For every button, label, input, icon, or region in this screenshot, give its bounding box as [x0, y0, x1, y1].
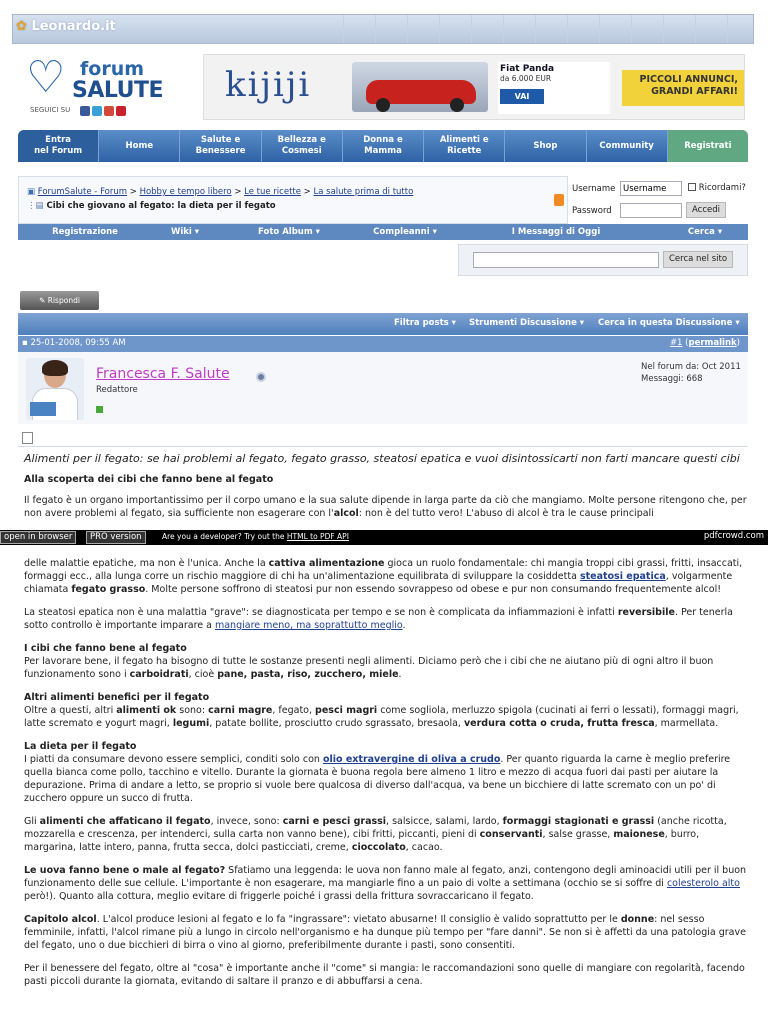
leonardo-tab[interactable]: [471, 15, 501, 43]
forum-nav: [18, 224, 748, 240]
remember-checkbox[interactable]: Ricordami?: [688, 183, 746, 193]
post-date: ▪ 25-01-2008, 09:55 AM: [22, 338, 126, 348]
password-label: Password: [572, 206, 612, 216]
leonardo-tab[interactable]: [727, 15, 757, 43]
home-icon[interactable]: ▣: [27, 187, 36, 197]
nav-salute[interactable]: Salute e Benessere: [180, 130, 261, 162]
reply-button[interactable]: ✎ Rispondi: [20, 291, 99, 310]
nav-home[interactable]: Home: [99, 130, 180, 162]
post-heading: Alla scoperta dei cibi che fanno bene al fegato: [24, 474, 274, 485]
nav-registrati[interactable]: Registrati: [668, 130, 748, 162]
breadcrumb: ▣ ForumSalute - Forum > Hobby e tempo libero > Le tue ricette > La salute prima di tutto ⋮▤ Cibi che giovano al fegato: la dieta per il fegato: [18, 176, 568, 224]
post-number-link[interactable]: #1: [669, 338, 683, 348]
pdfcrowd-bar: [0, 530, 768, 545]
breadcrumb-salute[interactable]: La salute prima di tutto: [313, 187, 414, 197]
nav-shop[interactable]: Shop: [505, 130, 586, 162]
breadcrumb-forum[interactable]: ForumSalute - Forum: [37, 187, 128, 197]
login-button[interactable]: Accedi: [686, 202, 726, 218]
pdfcrowd-logo[interactable]: pdfcrowd.com: [703, 531, 764, 541]
ad-car-title: Fiat Panda: [500, 64, 555, 74]
post-icon: [22, 432, 33, 444]
post-paragraph: delle malattie epatiche, ma non è l'unica. Anche la cattiva alimentazione gioca un ruolo fondamentale: chi mangia troppi cibi grassi, fritti, insaccati, formaggi ecc., alla lunga corre un rischio maggiore di chi ha un'alimentazione equilibrata di sviluppare la cosiddetta steatosi epatica, volgarmente chiamata fegato grasso. Molte persone soffrono di steatosi pur non essendo sovrappeso od obese e pur non consumando frequentemente alcol!: [24, 558, 743, 595]
post-paragraph: Altri alimenti benefici per il fegato Oltre a questi, altri alimenti ok sono: carni magre, fegato, pesci magri come sogliola, merluzzo spigola (cucinati ai ferri o lessati), formaggi magri, latte scremato e yogurt magri, legumi, patate bollite, prosciutto crudo sgrassato, bresaola, verdura cotta o cruda, frutta fresca, marmellata.: [24, 692, 739, 729]
leonardo-tab[interactable]: [343, 15, 373, 43]
nav2-cerca[interactable]: Cerca ▾: [687, 227, 723, 237]
reply-icon: ✎: [39, 296, 46, 305]
site-search-button[interactable]: Cerca nel sito: [663, 251, 733, 268]
post-paragraph: Le uova fanno bene o male al fegato? Sfatiamo una leggenda: le uova non fanno male al fegato, anzi, contengono degli aminoacidi utili per il buon funzionamento delle sue cellule. L'importante è non esagerare, ma mangiarle fino a un paio di volte a settimana (occhio se si soffre di colesterolo alto però!). Quanto alla cottura, meglio evitare di friggerle poiché i grassi della frittura sovraccaricano il fegato.: [24, 865, 747, 902]
nav2-foto-album[interactable]: Foto Album ▾: [258, 227, 320, 237]
facebook-icon[interactable]: [80, 106, 90, 116]
username-label: Username: [572, 184, 616, 194]
post-paragraph: Il fegato è un organo importantissimo per il corpo umano e la sua salute dipende in larga parte da ciò che mangiamo. Molte persone ritengono che, per non avere problemi al fegato, sia sufficiente non esagerare con l'alcol: non è del tutto vero! L'abuso di alcol è tra le cause principali: [24, 495, 747, 519]
password-input[interactable]: [620, 203, 682, 218]
leonardo-tab[interactable]: [567, 15, 597, 43]
html-to-pdf-link[interactable]: HTML to PDF API: [286, 532, 349, 541]
thread-title: Cibi che giovano al fegato: la dieta per il fegato: [46, 201, 276, 211]
leonardo-tab[interactable]: [599, 15, 629, 43]
nav2-compleanni[interactable]: Compleanni ▾: [373, 227, 437, 237]
divider: [18, 446, 748, 447]
post-paragraph: Per il benessere del fegato, oltre al "cosa" è importante anche il "come" si mangia: le raccomandazioni sono quelle di mangiare con regolarità, facendo pasti piccoli durante la giornata, evitando di saltare il pranzo e di abbuffarsi a cena.: [24, 963, 745, 987]
leonardo-tab[interactable]: [439, 15, 469, 43]
thread-icon: ⋮▤: [27, 201, 44, 211]
post-number: #1 (permalink): [669, 338, 740, 348]
online-indicator-icon: [96, 406, 103, 413]
car-image[interactable]: [352, 62, 488, 112]
user-messages: Messaggi: 668: [641, 374, 703, 384]
nav-community[interactable]: Community: [587, 130, 668, 162]
ad-vai-button[interactable]: VAI: [500, 89, 544, 104]
colesterolo-link[interactable]: colesterolo alto: [666, 878, 740, 889]
post-intro: Alimenti per il fegato: se hai problemi al fegato, fegato grasso, steatosi epatica e vuoi disintossicarti non farti mancare questi cibi: [24, 452, 740, 465]
olio-link[interactable]: olio extravergine di oliva a crudo: [322, 754, 501, 765]
leonardo-tab[interactable]: [631, 15, 661, 43]
nav-alimenti[interactable]: Alimenti e Ricette: [424, 130, 505, 162]
nav-entra[interactable]: Entra nel Forum: [18, 130, 99, 162]
nav-donna[interactable]: Donna e Mamma: [343, 130, 424, 162]
main-nav: [18, 130, 748, 162]
user-stats: [641, 361, 741, 385]
ad-car-box: [498, 62, 610, 114]
steatosi-link[interactable]: steatosi epatica: [579, 571, 666, 582]
thread-toolbar: [18, 313, 748, 335]
logo-salute-text: SALUTE: [72, 78, 164, 103]
developer-promo: Are you a developer? Try out the HTML to PDF API: [162, 532, 349, 541]
ad-car-price: da 6.000 EUR: [500, 74, 552, 83]
leonardo-tab[interactable]: [663, 15, 693, 43]
nav2-registrazione[interactable]: Registrazione: [52, 227, 118, 237]
leonardo-tab[interactable]: [535, 15, 565, 43]
star-icon: ✿: [16, 19, 27, 34]
leonardo-logo[interactable]: ✿ Leonardo.it: [16, 19, 116, 34]
thread-tools-menu[interactable]: Strumenti Discussione ▾: [469, 318, 585, 328]
username-input[interactable]: [620, 181, 682, 196]
post-username[interactable]: Francesca F. Salute: [96, 366, 230, 382]
permalink-link[interactable]: permalink: [688, 338, 737, 348]
user-joined: Nel forum da: Oct 2011: [641, 362, 741, 372]
post-paragraph: La dieta per il fegato I piatti da consumare devono essere semplici, conditi solo con olio extravergine di oliva a crudo. Per quanto riguarda la carne è meglio preferire quella bianca come pollo, tacchino e vitello. Durante la giornata è buona regola bere almeno 1 litro e mezzo di acqua fuori dai pasti per aiutare la depurazione. Prima di andare a letto, se proprio si vuole bere qualcosa di diverso dall'acqua, va bene un bicchiere di latte scremato con un po' di zucchero oppure un succo di frutta.: [24, 741, 731, 804]
pinterest-icon[interactable]: [116, 106, 126, 116]
heart-icon: ♡: [26, 52, 66, 103]
site-logo[interactable]: [26, 52, 164, 122]
post-paragraph: I cibi che fanno bene al fegato Per lavorare bene, il fegato ha bisogno di tutte le sostanze presenti negli alimenti. Diciamo però che i cibi che ne aiutano più di ogni altro il buon funzionamento sono i carboidrati, cioè pane, pasta, riso, zucchero, miele.: [24, 643, 714, 680]
google-plus-icon[interactable]: [104, 106, 114, 116]
ad-slogan-line2: GRANDI AFFARI!: [651, 86, 738, 97]
post-paragraph: Capitolo alcol. L'alcol produce lesioni al fegato e lo fa "ingrassare": vietato abusarne! Il consiglio è valido soprattutto per le donne: nel sesso femminile, infatti, l'alcol rimane più a lungo in circolo nell'organismo e ha dunque più tempo per "fare danni". Se non si è affetti da una patologia grave del fegato, uno o due bicchieri di birra o vino al giorno, preferibilmente durante i pasti, sono consentiti.: [24, 914, 746, 951]
thread-search-menu[interactable]: Cerca in questa Discussione ▾: [598, 318, 740, 328]
filter-posts-menu[interactable]: Filtra posts ▾: [394, 318, 456, 328]
user-status-icon: [256, 372, 266, 382]
leonardo-bar: [12, 14, 754, 44]
breadcrumb-ricette[interactable]: Le tue ricette: [244, 187, 301, 197]
nav2-wiki[interactable]: Wiki ▾: [170, 227, 200, 237]
user-role: Redattore: [96, 385, 138, 395]
pro-version-button[interactable]: PRO version: [86, 531, 146, 544]
post-body-top: [24, 452, 748, 530]
post-body: [24, 557, 748, 998]
ad-slogan[interactable]: [622, 70, 744, 106]
post-paragraph: La steatosi epatica non è una malattia "grave": se diagnosticata per tempo e se non è complicata da infiammazioni è infatti reversibile. Per tenerla sotto controllo è importante imparare a mangiare meno, ma soprattutto meglio.: [24, 607, 733, 631]
kijiji-logo[interactable]: kijiji: [225, 65, 312, 105]
breadcrumb-hobby[interactable]: Hobby e tempo libero: [139, 187, 232, 197]
leonardo-tab[interactable]: [695, 15, 725, 43]
twitter-icon[interactable]: [92, 106, 102, 116]
follow-us-label: SEGUICI SU: [30, 106, 71, 114]
ad-slogan-line1: PICCOLI ANNUNCI,: [639, 74, 738, 85]
avatar[interactable]: [26, 358, 84, 420]
leonardo-tab[interactable]: [407, 15, 437, 43]
nav-bellezza[interactable]: Bellezza e Cosmesi: [262, 130, 343, 162]
mangiare-meno-link[interactable]: mangiare meno, ma soprattutto meglio: [214, 620, 403, 631]
site-search-input[interactable]: [473, 252, 659, 268]
open-in-browser-button[interactable]: open in browser: [0, 531, 76, 544]
leonardo-tab[interactable]: [375, 15, 405, 43]
leonardo-tab[interactable]: [503, 15, 533, 43]
nav2-messaggi-oggi[interactable]: I Messaggi di Oggi: [511, 227, 601, 237]
rss-icon[interactable]: [554, 194, 564, 206]
logo-forum-text: forum: [80, 58, 145, 80]
post-paragraph: Gli alimenti che affaticano il fegato, invece, sono: carni e pesci grassi, salsicce, salami, lardo, formaggi stagionati e grassi (anche ricotta, mozzarella e crescenza, per intenderci, sulla carta non vanno bene), cibi fritti, piccanti, pieni di conservanti, salse grasse, maionese, burro, margarina, latte intero, panna, frutta secca, dolci pasticciati, creme, cioccolato, cacao.: [24, 816, 727, 853]
post-date-bar: [18, 336, 748, 352]
site-search: [458, 244, 748, 276]
